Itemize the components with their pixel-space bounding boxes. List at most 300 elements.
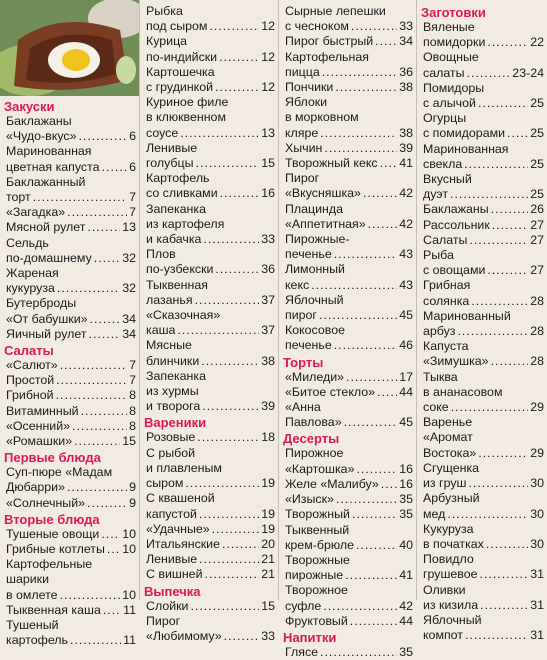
- recipe-title-line: Картофель: [146, 171, 210, 186]
- toc-entry: [285, 645, 413, 660]
- recipe-title: цветная капуста: [6, 159, 100, 174]
- recipe-title-line: Рыба: [423, 248, 454, 263]
- page-number: 8: [129, 388, 136, 403]
- dot-leader: [87, 220, 120, 235]
- recipe-title: дуэт: [423, 187, 449, 202]
- dot-leader: [334, 247, 397, 262]
- toc-entry: [423, 187, 544, 202]
- toc-entry: [285, 156, 413, 171]
- page-number: 10: [122, 587, 136, 602]
- recipe-title: «Солнечный»: [6, 495, 86, 510]
- recipe-title: в омлете: [6, 587, 58, 602]
- page-number: 29: [530, 400, 544, 415]
- page-number: 9: [129, 480, 136, 495]
- page-number: 41: [399, 156, 413, 171]
- dot-leader: [352, 507, 397, 522]
- toc-entry: [6, 542, 136, 557]
- recipe-title-line: Рыбка: [146, 4, 183, 18]
- dot-leader: [356, 538, 397, 553]
- recipe-title: Пончики: [285, 80, 334, 95]
- dot-leader: [380, 156, 398, 171]
- page-number: 32: [122, 250, 136, 265]
- page-number: 35: [399, 644, 413, 659]
- recipe-title: «Ромашки»: [6, 434, 73, 449]
- recipe-title-line: Сельдь: [6, 235, 49, 250]
- dot-leader: [195, 293, 260, 308]
- recipe-title: грушевое: [423, 567, 478, 582]
- page-number: 44: [399, 613, 413, 628]
- dot-leader: [197, 430, 259, 445]
- recipe-title: кекс: [285, 277, 310, 292]
- dot-leader: [57, 281, 120, 296]
- dot-leader: [89, 327, 121, 342]
- page-number: 43: [399, 247, 413, 262]
- section-heading: Напитки: [283, 629, 337, 645]
- toc-entry: [6, 190, 136, 205]
- toc-entry: [146, 522, 275, 537]
- dot-leader: [356, 462, 397, 477]
- dot-leader: [78, 129, 127, 144]
- dot-leader: [492, 218, 528, 233]
- toc-entry: [146, 19, 275, 34]
- toc-entry: [423, 66, 544, 81]
- page-number: 32: [122, 281, 136, 296]
- recipe-title: соке: [423, 400, 449, 415]
- recipe-title: мед: [423, 506, 446, 521]
- toc-column-1: [0, 0, 139, 648]
- page-number: 17: [399, 369, 413, 384]
- recipe-title-line: Сгущенка: [423, 460, 480, 475]
- toc-entry: [285, 186, 413, 201]
- recipe-title: из груш: [423, 476, 467, 491]
- recipe-title-line: Плацинда: [285, 201, 344, 216]
- page-number: 6: [129, 129, 136, 144]
- recipe-title-line: Творожное: [285, 583, 348, 598]
- recipe-title-line: Повидло: [423, 552, 474, 567]
- recipe-title: из кизила: [423, 597, 479, 612]
- page-number: 6: [129, 159, 136, 174]
- toc-entry: [146, 354, 275, 369]
- recipe-title: Мясной рулет: [6, 220, 86, 235]
- recipe-title: Дюбарри»: [6, 480, 65, 495]
- recipe-title-line: в морковном: [285, 110, 359, 125]
- dot-leader: [87, 496, 127, 511]
- dot-leader: [368, 217, 398, 232]
- toc-entry: [6, 281, 136, 296]
- page-number: 35: [399, 507, 413, 522]
- recipe-title: Витаминный: [6, 403, 79, 418]
- page-number: 34: [399, 34, 413, 49]
- dot-leader: [177, 323, 259, 338]
- dot-leader: [199, 507, 259, 522]
- toc-entry: [285, 141, 413, 156]
- dot-leader: [377, 385, 397, 400]
- toc-entry: [146, 399, 275, 414]
- recipe-title: «Осенний»: [6, 418, 71, 433]
- section-heading: Вареники: [144, 415, 207, 431]
- toc-entry: [146, 507, 275, 522]
- dot-leader: [486, 537, 528, 552]
- toc-entry: [423, 294, 544, 309]
- page-number: 13: [122, 220, 136, 235]
- page-number: 36: [261, 262, 275, 277]
- recipe-title: «Удачные»: [146, 521, 210, 536]
- dot-leader: [209, 19, 259, 34]
- page-number: 21: [261, 567, 275, 582]
- recipe-title-line: Картофельные: [6, 557, 93, 572]
- dot-leader: [469, 233, 528, 248]
- recipe-title: лазанья: [146, 292, 193, 307]
- section-heading: Заготовки: [421, 5, 486, 20]
- dot-leader: [56, 373, 127, 388]
- toc-entry: [423, 263, 544, 278]
- toc-entry: [6, 251, 136, 266]
- recipe-title-line: Маринованный: [423, 308, 511, 323]
- toc-entry: [423, 233, 544, 248]
- toc-entry: [146, 232, 275, 247]
- dot-leader: [220, 186, 260, 201]
- recipe-title-line: Курица: [146, 34, 188, 49]
- page-number: 22: [530, 35, 544, 50]
- toc-entry: [6, 312, 136, 327]
- recipe-title: салаты: [423, 65, 465, 80]
- page-number: 16: [261, 186, 275, 201]
- dot-leader: [74, 434, 120, 449]
- recipe-title-line: Тыквенная: [146, 277, 208, 292]
- page-number: 25: [530, 96, 544, 111]
- recipe-title-line: Кокосовое: [285, 323, 346, 338]
- page-number: 33: [399, 19, 413, 34]
- recipe-title: и творога: [146, 399, 201, 414]
- recipe-title: Востока»: [423, 445, 477, 460]
- dot-leader: [350, 614, 397, 629]
- page-number: 43: [399, 277, 413, 292]
- recipe-title: пицца: [285, 64, 320, 79]
- page-number: 39: [399, 140, 413, 155]
- toc-entry: [146, 567, 275, 582]
- dot-leader: [351, 19, 397, 34]
- recipe-title: голубцы: [146, 156, 194, 171]
- toc-entry: [285, 477, 413, 492]
- dot-leader: [451, 400, 529, 415]
- recipe-title-line: шарики: [6, 572, 49, 587]
- dot-leader: [450, 187, 528, 202]
- recipe-title: Ленивые: [146, 552, 198, 567]
- toc-entry: [285, 338, 413, 353]
- dot-leader: [491, 202, 529, 217]
- recipe-title-line: Тыквенный: [285, 522, 350, 537]
- recipe-title: Простой: [6, 373, 55, 388]
- recipe-title: с грудинкой: [146, 80, 214, 95]
- recipe-title: с овощами: [423, 263, 486, 278]
- toc-column-3: [278, 0, 416, 659]
- section-heading: Салаты: [4, 343, 54, 359]
- toc-entry: [423, 476, 544, 491]
- page-number: 35: [399, 492, 413, 507]
- toc-entry: [423, 218, 544, 233]
- dot-leader: [72, 419, 127, 434]
- recipe-title-line: Арбузный: [423, 491, 480, 506]
- recipe-title: С вишней: [146, 567, 203, 582]
- toc-entry: [285, 278, 413, 293]
- page-number: 42: [399, 216, 413, 231]
- dot-leader: [447, 507, 528, 522]
- page-number: 11: [123, 633, 136, 648]
- dot-leader: [487, 263, 528, 278]
- recipe-title-line: Плов: [146, 247, 176, 262]
- recipe-title-line: Лимонный: [285, 262, 345, 277]
- recipe-title: Хычин: [285, 140, 323, 155]
- page-number: 12: [261, 49, 275, 64]
- recipe-title: Фруктовый: [285, 613, 348, 628]
- recipe-title: Желе «Малибу»: [285, 476, 379, 491]
- page-number: 19: [261, 476, 275, 491]
- dot-leader: [311, 278, 397, 293]
- recipe-title-line: Огурцы: [423, 111, 467, 126]
- toc-entry: [146, 552, 275, 567]
- page-number: 28: [530, 354, 544, 369]
- page-number: 31: [530, 628, 544, 643]
- toc-entry: [423, 354, 544, 369]
- toc-entry: [423, 157, 544, 172]
- recipe-title-line: в клюквенном: [146, 110, 226, 125]
- toc-entry: [146, 629, 275, 644]
- recipe-title: Грибные котлеты: [6, 542, 105, 557]
- page-number: 45: [399, 415, 413, 430]
- dot-leader: [464, 157, 528, 172]
- page-number: 30: [530, 536, 544, 551]
- dot-leader: [324, 141, 397, 156]
- page-number: 31: [530, 567, 544, 582]
- dot-leader: [320, 126, 397, 141]
- recipe-title: «Салют»: [6, 358, 58, 373]
- dot-leader: [320, 645, 397, 660]
- dot-leader: [33, 190, 127, 205]
- toc-entry: [285, 538, 413, 553]
- recipe-title: Тыквенная каша: [6, 602, 101, 617]
- recipe-title-line: Ленивые: [146, 140, 198, 155]
- recipe-title: пирог: [285, 308, 317, 323]
- toc-entry: [285, 568, 413, 583]
- recipe-title: «Аппетитная»: [285, 216, 366, 231]
- section-heading: Вторые блюда: [4, 511, 100, 527]
- recipe-title: кукуруза: [6, 281, 55, 296]
- recipe-title-line: «Анна: [285, 400, 321, 415]
- dot-leader: [219, 50, 259, 65]
- toc-entry: [423, 126, 544, 141]
- recipe-title: Павлова»: [285, 415, 342, 430]
- recipe-title: Рассольник: [423, 217, 490, 232]
- recipe-title-line: С квашеной: [146, 491, 215, 506]
- recipe-title: Пирог быстрый: [285, 34, 374, 49]
- recipe-title-line: Яблоки: [285, 95, 328, 110]
- dot-leader: [375, 34, 397, 49]
- toc-entry: [6, 603, 136, 618]
- recipe-title-line: Пирог: [146, 613, 181, 628]
- dot-leader: [60, 358, 127, 373]
- dot-leader: [507, 126, 528, 141]
- toc-entry: [6, 496, 136, 511]
- toc-entry: [146, 476, 275, 491]
- recipe-title-line: Картошечка: [146, 64, 215, 79]
- recipe-title: «Вкусняшка»: [285, 186, 361, 201]
- page-number: 26: [530, 202, 544, 217]
- page-number: 8: [129, 403, 136, 418]
- recipe-title-line: Куриное филе: [146, 95, 229, 110]
- recipe-title: «Картошка»: [285, 461, 355, 476]
- recipe-title-line: Пирог: [285, 171, 320, 186]
- toc-entry: [146, 430, 275, 445]
- toc-entry: [423, 507, 544, 522]
- recipe-title: «От бабушки»: [6, 311, 88, 326]
- toc-entry: [423, 202, 544, 217]
- page-number: 30: [530, 476, 544, 491]
- page-number: 25: [530, 187, 544, 202]
- recipe-title: «Чудо-вкус»: [6, 129, 77, 144]
- recipe-title: Слойки: [146, 598, 189, 613]
- recipe-title: компот: [423, 628, 463, 643]
- page-number: 25: [530, 126, 544, 141]
- recipe-title: картофель: [6, 633, 68, 648]
- toc-entry: [285, 507, 413, 522]
- dot-leader: [56, 388, 128, 403]
- toc-entry: [285, 462, 413, 477]
- recipe-title: торт: [6, 190, 31, 205]
- toc-entry: [423, 96, 544, 111]
- toc-entry: [285, 80, 413, 95]
- dot-leader: [212, 522, 260, 537]
- recipe-title: Тушеные овощи: [6, 526, 100, 541]
- toc-entry: [285, 492, 413, 507]
- recipe-title: печенье: [285, 247, 332, 262]
- dot-leader: [468, 476, 528, 491]
- toc-entry: [146, 50, 275, 65]
- toc-entry: [423, 537, 544, 552]
- page-number: 21: [261, 552, 275, 567]
- toc-entry: [285, 308, 413, 323]
- recipe-title-line: «Сказочная»: [146, 308, 221, 323]
- toc-entry: [285, 247, 413, 262]
- toc-entry: [6, 419, 136, 434]
- recipe-title: Баклажаны: [423, 202, 489, 217]
- page-number: 37: [261, 323, 275, 338]
- dot-leader: [185, 476, 259, 491]
- toc-entry: [146, 537, 275, 552]
- page-number: 19: [261, 506, 275, 521]
- page-number: 19: [261, 521, 275, 536]
- recipe-title-line: Пирожные-: [285, 232, 350, 247]
- dot-leader: [487, 35, 528, 50]
- toc-entry: [146, 293, 275, 308]
- recipe-title-line: Вкусный: [423, 172, 472, 187]
- recipe-title: «Изыск»: [285, 492, 334, 507]
- dot-leader: [222, 537, 259, 552]
- page-number: 29: [530, 445, 544, 460]
- toc-entry: [6, 388, 136, 403]
- toc-entry: [285, 217, 413, 232]
- recipe-title: по-индийски: [146, 49, 218, 64]
- dot-leader: [457, 324, 528, 339]
- dot-leader: [67, 480, 127, 495]
- page-number: 38: [399, 80, 413, 95]
- page-number: 8: [129, 418, 136, 433]
- recipe-title-line: Кукуруза: [423, 521, 474, 536]
- toc-entry: [146, 126, 275, 141]
- page-number: 42: [399, 186, 413, 201]
- recipe-title: капустой: [146, 506, 197, 521]
- recipe-title: «Любимому»: [146, 628, 222, 643]
- dot-leader: [196, 156, 260, 171]
- recipe-title: сыром: [146, 476, 184, 491]
- recipe-title: с помидорами: [423, 126, 506, 141]
- recipe-title: в початках: [423, 536, 484, 551]
- recipe-title-line: Баклажаны: [6, 114, 72, 128]
- page-number: 10: [122, 526, 136, 541]
- page-number: 30: [530, 506, 544, 521]
- recipe-title-line: «Аромат: [423, 430, 473, 445]
- toc-entry: [146, 156, 275, 171]
- recipe-title: Творожный кекс: [285, 156, 378, 171]
- recipe-title: Яичный рулет: [6, 326, 87, 341]
- recipe-title-line: Вяленые: [423, 20, 475, 34]
- page-number: 33: [261, 232, 275, 247]
- toc-entry: [6, 358, 136, 373]
- recipe-title: каша: [146, 323, 176, 338]
- page-number: 46: [399, 338, 413, 353]
- toc-entry: [146, 80, 275, 95]
- dot-leader: [201, 354, 259, 369]
- page-number: 33: [261, 628, 275, 643]
- dot-leader: [224, 629, 260, 644]
- page-number: 28: [530, 293, 544, 308]
- toc-entry: [285, 65, 413, 80]
- toc-entry: [285, 614, 413, 629]
- recipe-title-line: Маринованная: [6, 144, 92, 159]
- recipe-title-line: Яблочный: [285, 292, 344, 307]
- toc-entry: [285, 19, 413, 34]
- toc-entry: [423, 446, 544, 461]
- recipe-title-line: Грибная: [423, 278, 471, 293]
- recipe-title: Розовые: [146, 430, 196, 445]
- recipe-title: Грибной: [6, 388, 54, 403]
- page-number: 31: [530, 597, 544, 612]
- dot-leader: [335, 80, 397, 95]
- recipe-title: крем-брюле: [285, 537, 354, 552]
- recipe-title-line: Сырные лепешки: [285, 4, 386, 18]
- recipe-title: «Миледи»: [285, 369, 345, 384]
- recipe-title: под сыром: [146, 19, 208, 34]
- page-number: 10: [122, 542, 136, 557]
- page-number: 27: [530, 263, 544, 278]
- toc-entry: [285, 415, 413, 430]
- dot-leader: [180, 126, 259, 141]
- page-number: 16: [399, 476, 413, 491]
- toc-entry: [423, 35, 544, 50]
- toc-entry: [146, 323, 275, 338]
- toc-entry: [6, 480, 136, 495]
- recipe-title-line: Маринованная: [423, 141, 509, 156]
- page-number: 41: [399, 568, 413, 583]
- recipe-title: «Битое стекло»: [285, 384, 376, 399]
- section-heading: Первые блюда: [4, 450, 101, 466]
- dot-leader: [478, 96, 528, 111]
- recipe-title: Салаты: [423, 232, 468, 247]
- toc-entry: [285, 599, 413, 614]
- toc-entry: [6, 434, 136, 449]
- recipe-title: помидорки: [423, 35, 486, 50]
- dot-leader: [199, 552, 259, 567]
- page-number: 34: [122, 326, 136, 341]
